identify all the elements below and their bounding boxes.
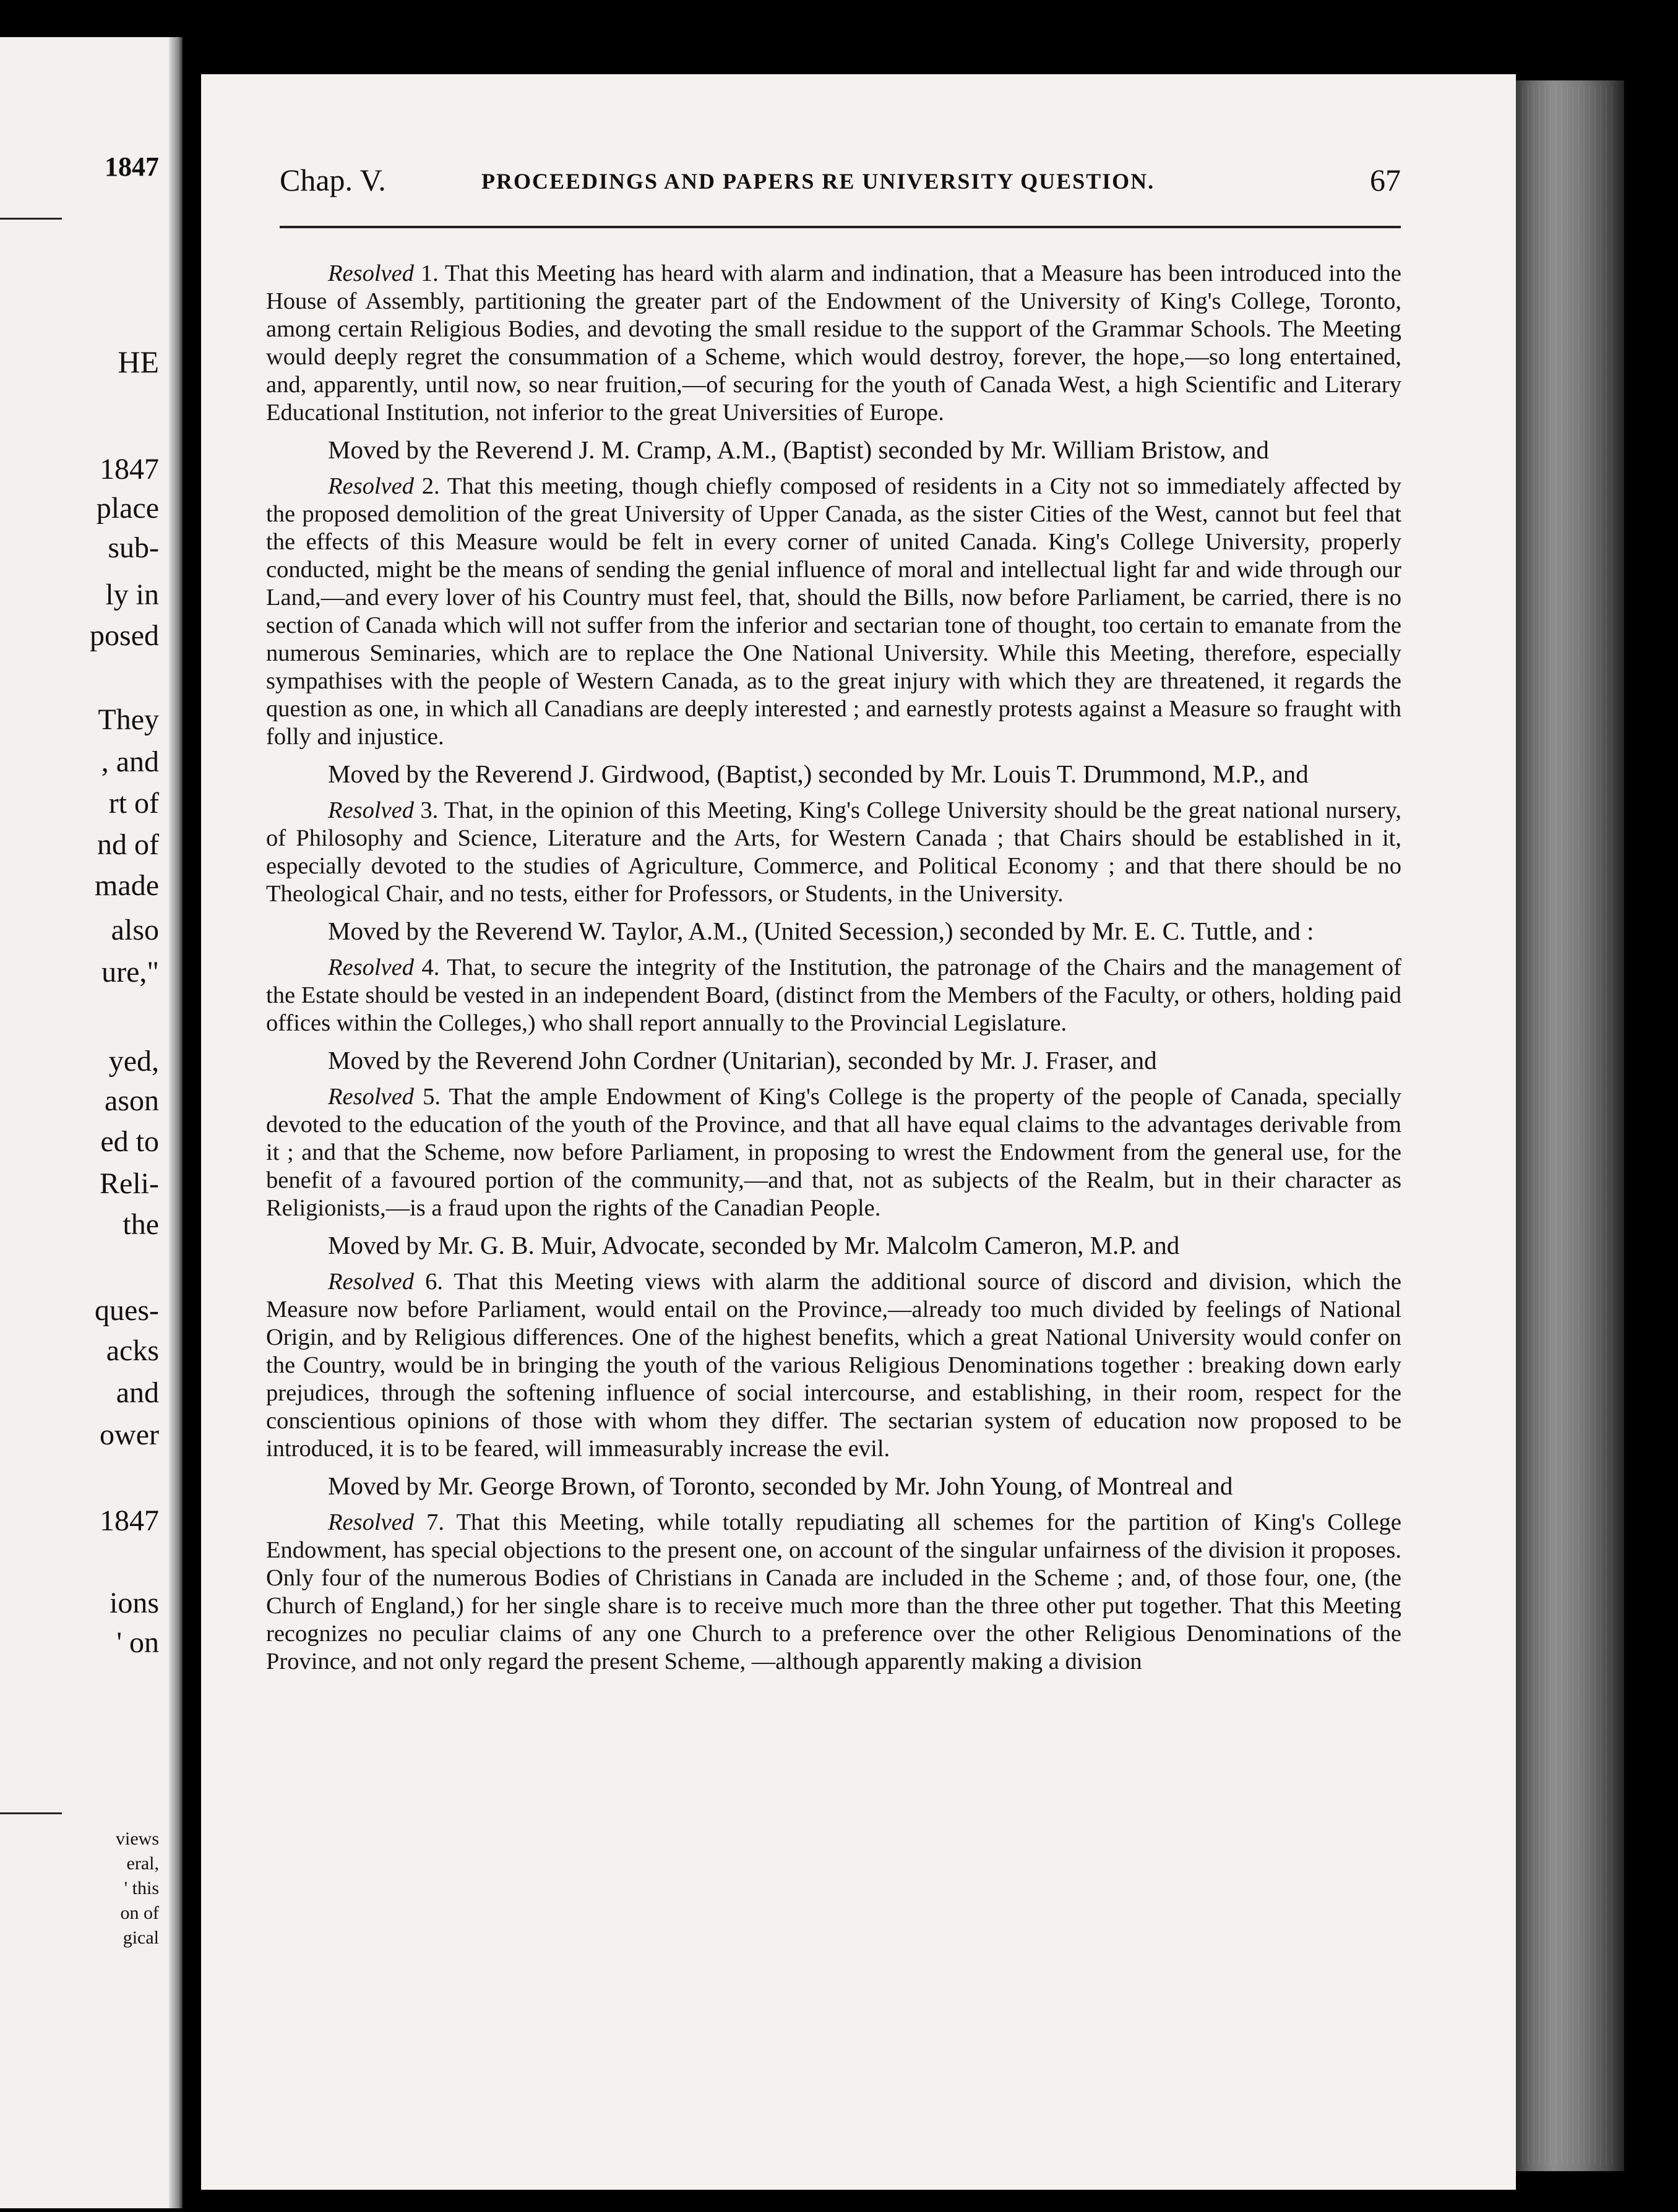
motion-2: Moved by the Reverend J. Girdwood, (Baptist,) seconded by Mr. Louis T. Drummond, M.P., and xyxy=(328,760,1309,788)
left-fragment: , and xyxy=(101,745,159,778)
resolved-label: Resolved xyxy=(328,1084,414,1110)
left-fragment: made xyxy=(95,869,159,902)
running-header xyxy=(280,162,1401,199)
resolution-text: 3. That, in the opinion of this Meeting, King's College University should be the great national nursery, of Philosophy and Science, Literature and the Arts, for Western Canada ; that Chairs should be established in it, especially devoted to the studies of Agriculture, Commerce, and Political Economy ; and that there should be no Theological Chair, and no tests, either for Professors, or Students, in the University. xyxy=(266,797,1401,907)
resolution-7 xyxy=(266,1509,1401,1676)
resolution-1 xyxy=(266,260,1401,427)
left-fragment: ed to xyxy=(100,1125,159,1158)
resolved-label: Resolved xyxy=(328,1509,414,1535)
resolution-2 xyxy=(266,473,1401,751)
resolved-label: Resolved xyxy=(328,797,414,823)
left-fragment: place xyxy=(96,492,159,525)
motion-4: Moved by the Reverend John Cordner (Unitarian), seconded by Mr. J. Fraser, and xyxy=(328,1046,1157,1074)
page-fold-shadow xyxy=(169,37,183,2208)
left-fragment: ' on xyxy=(116,1626,159,1659)
resolution-text: 6. That this Meeting views with alarm the additional source of discord and division, which the Measure now before Parliament, would entail on the Province,—already too much divided by feelings of National Origin, and by Religious differences. One of the highest benefits, which a great National University would confer on the Country, would be in bringing the youth of the various Religious Denominations together : breaking down early prejudices, through the softening influence of social intercourse, and establishing, in their room, respect for the conscientious opinions of those with whom they differ. The sectarian system of education now proposed to be introduced, it is to be feared, will immeasurably increase the evil. xyxy=(266,1269,1401,1462)
previous-page-edge xyxy=(0,37,183,2208)
resolution-text: 7. That this Meeting, while totally repudiating all schemes for the partition of King's College Endowment, has special objections to the present one, on account of the singular unfairness of the division it proposes. Only four of the numerous Bodies of Christians in Canada are included in the Scheme ; and, of those four, one, (the Church of England,) for her single share is to receive much more than the three other put together. That this Meeting recognizes no peculiar claims of any one Church to a preference over the other Religious Denominations of the Province, and not only regard the present Scheme, —although apparently making a division xyxy=(266,1509,1401,1674)
left-fragment: gical xyxy=(123,1927,159,1948)
resolution-text: 2. That this meeting, though chiefly composed of residents in a City not so immediately affected by the proposed demolition of the great University of Upper Canada, as the sister Cities of the West, cannot but feel that the effects of this Measure would be felt in every corner of united Canada. King's College University, properly conducted, might be the means of sending the genial influence of moral and intellectual light far and wide through our Land,—and every lover of his Country must feel, that, should the Bills, now before Parliament, be carried, there is no section of Canada which will not suffer from the inferior and sectarian tone of thought, too certain to emanate from the numerous Seminaries, which are to replace the One National University. While this Meeting, therefore, especially sympathises with the people of Western Canada, as to the great injury with which they are threatened, it regards the question as one, in which all Canadians are deeply interested ; and earnestly protests against a Measure so fraught with folly and injustice. xyxy=(266,473,1401,750)
body-text xyxy=(266,260,1401,1684)
left-fragment: posed xyxy=(90,619,159,652)
header-rule xyxy=(280,226,1401,228)
chapter-label: Chap. V. xyxy=(280,163,386,197)
left-fragment: and xyxy=(116,1376,159,1409)
left-fragment: on of xyxy=(120,1903,159,1923)
resolved-label: Resolved xyxy=(328,954,414,980)
resolved-label: Resolved xyxy=(328,1269,414,1295)
left-fragment: HE xyxy=(118,345,159,379)
motion-3: Moved by the Reverend W. Taylor, A.M., (United Secession,) seconded by Mr. E. C. Tuttle, and : xyxy=(328,917,1314,945)
left-fragment: Reli- xyxy=(100,1167,159,1200)
motion-6: Moved by Mr. George Brown, of Toronto, seconded by Mr. John Young, of Montreal and xyxy=(328,1472,1233,1500)
page-edge-texture xyxy=(1522,87,1615,2165)
left-fragment: eral, xyxy=(126,1853,159,1874)
left-fragment: 1847 xyxy=(105,152,159,182)
left-fragment: also xyxy=(111,914,159,946)
book-gutter xyxy=(183,0,201,2212)
resolution-4 xyxy=(266,954,1401,1037)
resolution-text: 1. That this Meeting has heard with alarm and indination, that a Measure has been introduced into the House of Assembly, partitioning the greater part of the Endowment of the University of King's College, Toronto, among certain Religious Bodies, and devoting the small residue to the support of the Grammar Schools. The Meeting would deeply regret the consummation of a Scheme, which would destroy, forever, the hope,—so long entertained, and, apparently, until now, so near fruition,—of securing for the youth of Canada West, a high Scientific and Literary Educational Institution, not inferior to the great Universities of Europe. xyxy=(266,260,1401,426)
left-fragment: ly in xyxy=(105,578,159,611)
left-fragment: the xyxy=(123,1208,159,1241)
resolved-label: Resolved xyxy=(328,473,414,499)
running-title: PROCEEDINGS AND PAPERS RE UNIVERSITY QUESTION. xyxy=(481,169,1155,194)
left-fragment: ' this xyxy=(124,1878,159,1898)
left-fragment: ason xyxy=(105,1084,159,1117)
resolution-5 xyxy=(266,1083,1401,1222)
resolution-text: 5. That the ample Endowment of King's College is the property of the people of Canada, specially devoted to the education of the youth of the Province, and that all have equal claims to the advantages derivable from it ; and that the Scheme, now before Parliament, in proposing to wrest the Endowment from the general use, for the benefit of a favoured portion of the community,—and that, not as subjects of the Realm, but in their character as Religionists,—is a fraud upon the rights of the Canadian People. xyxy=(266,1084,1401,1221)
page-number: 67 xyxy=(1370,163,1401,197)
left-fragment: yed, xyxy=(108,1045,159,1078)
left-rule xyxy=(0,218,62,220)
resolution-6 xyxy=(266,1268,1401,1463)
left-fragment: ions xyxy=(109,1587,159,1619)
resolved-label: Resolved xyxy=(328,260,414,286)
left-fragment: views xyxy=(116,1828,159,1849)
motion-5: Moved by Mr. G. B. Muir, Advocate, seconded by Mr. Malcolm Cameron, M.P. and xyxy=(328,1231,1180,1259)
left-fragment: They xyxy=(98,703,159,736)
left-fragment: 1847 xyxy=(100,1504,159,1537)
left-fragment: acks xyxy=(106,1334,159,1367)
left-fragment: ure," xyxy=(101,956,159,988)
motion-1: Moved by the Reverend J. M. Cramp, A.M., (Baptist) seconded by Mr. William Bristow, and xyxy=(328,435,1269,464)
left-fragment: rt of xyxy=(108,787,159,820)
left-fragment: ower xyxy=(100,1418,159,1451)
left-fragment: ques- xyxy=(95,1294,159,1327)
left-fragment: nd of xyxy=(97,828,159,861)
left-rule xyxy=(0,1812,62,1814)
resolution-3 xyxy=(266,797,1401,908)
left-fragment: 1847 xyxy=(100,453,159,486)
left-fragment: sub- xyxy=(108,531,159,564)
resolution-text: 4. That, to secure the integrity of the Institution, the patronage of the Chairs and the management of the Estate should be vested in an independent Board, (distinct from the Members of the Faculty, or others, holding paid offices within the Colleges,) who shall report annually to the Provincial Legislature. xyxy=(266,954,1401,1036)
